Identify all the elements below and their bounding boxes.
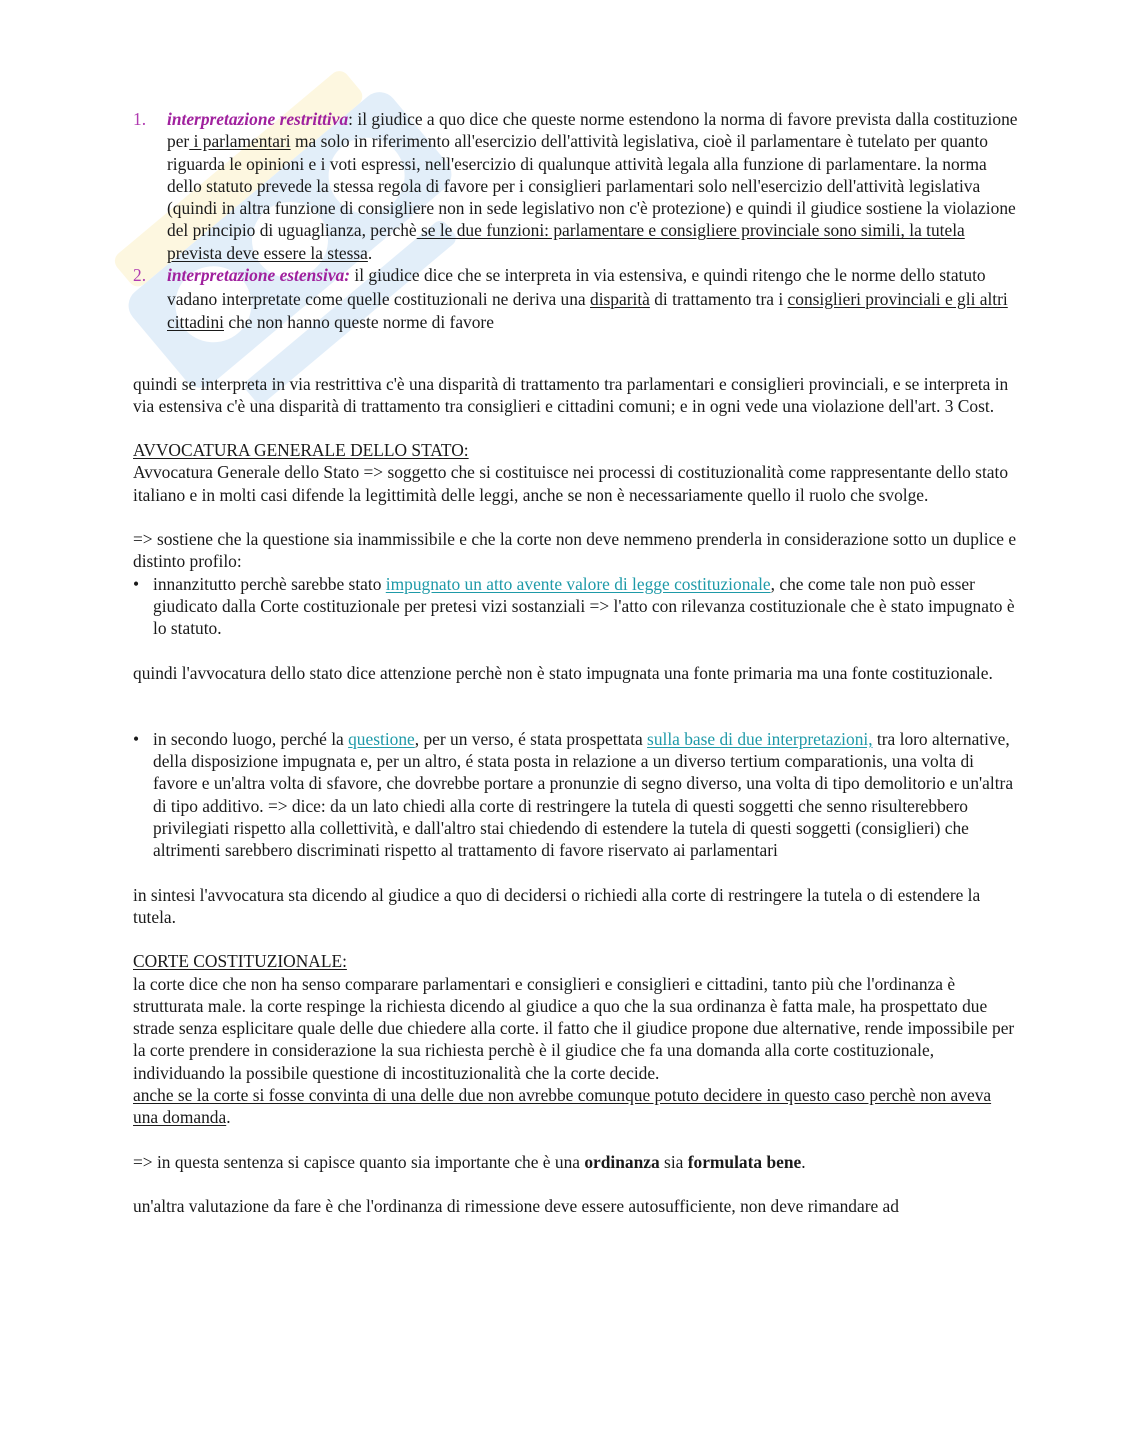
spacer bbox=[133, 335, 1019, 373]
paragraph-sostiene: => sostiene che la questione sia inammissibile e che la corte non deve nemmeno prenderla in considerazione sotto un duplice e distinto profilo: bbox=[133, 529, 1017, 572]
link-due-interpretazioni[interactable]: sulla base di due interpretazioni, bbox=[647, 728, 873, 749]
term-estensiva: interpretazione estensiva: bbox=[167, 265, 351, 286]
underlined-phrase: disparità bbox=[590, 288, 650, 309]
heading-avvocatura: AVVOCATURA GENERALE DELLO STATO: bbox=[133, 440, 469, 461]
link-atto-costituzionale[interactable]: impugnato un atto avente valore di legge costituzionale bbox=[385, 573, 771, 594]
sentence-end: . bbox=[226, 1107, 231, 1128]
spacer bbox=[133, 417, 1019, 439]
spacer bbox=[133, 862, 1019, 884]
term-separator: : bbox=[348, 109, 354, 129]
spacer bbox=[133, 928, 1019, 950]
bold-ordinanza: ordinanza bbox=[584, 1151, 660, 1172]
spacer bbox=[133, 640, 1019, 662]
interpretations-list bbox=[133, 108, 1019, 335]
item-text: il giudice dice che se interpreta in via estensiva, e quindi ritengo che le norme dello statuto vadano interpretate come quelle costituzionali ne deriva una bbox=[167, 265, 986, 309]
bullet-text: , per un verso, é stata prospettata bbox=[414, 728, 648, 749]
bold-formulata-bene: formulata bene bbox=[687, 1151, 802, 1172]
bullet-item-innanzitutto bbox=[133, 573, 1019, 640]
underlined-sentence: anche se la corte si fosse convinta di una delle due non avrebbe comunque potuto decidere in questo caso perchè non aveva una domanda bbox=[133, 1085, 992, 1128]
paragraph-avvocatura-quindi: quindi l'avvocatura dello stato dice attenzione perchè non è stato impugnata una fonte primaria ma una fonte costituzionale. bbox=[133, 662, 993, 683]
bullet-text: , che come tale non può esser giudicato dalla Corte costituzionale per pretesi vizi sostanziali => l'atto con rilevanza costituzionale che è stato impugnato è lo statuto. bbox=[153, 573, 1015, 639]
paragraph-avvocatura-intro: Avvocatura Generale dello Stato => soggetto che si costituisce nei processi di costituzionalità come rappresentante dello stato italiano e in molti casi difende la legittimità delle leggi, anche se non è necessariamente quello il ruolo che svolge. bbox=[133, 462, 1009, 505]
spacer bbox=[133, 1173, 1019, 1195]
bullet-icon: • bbox=[133, 728, 140, 749]
bullet-icon: • bbox=[133, 573, 140, 594]
underlined-phrase: se le due funzioni: parlamentare e consigliere provinciale sono simili, la tutela prevista deve essere la stessa bbox=[167, 220, 965, 263]
paragraph-conclusione bbox=[133, 1151, 1019, 1173]
item-text: di trattamento tra i bbox=[649, 288, 788, 309]
list-number: 1. bbox=[133, 109, 147, 129]
item-text: il giudice a quo dice che queste norme estendono la norma di favore prevista dalla costituzione per bbox=[167, 109, 1018, 152]
bullet-text: innanzitutto perchè sarebbe stato bbox=[153, 573, 386, 594]
item-text: che non hanno queste norme di favore bbox=[224, 312, 494, 333]
document-page bbox=[133, 108, 1019, 1217]
underlined-phrase: i parlamentari bbox=[189, 131, 291, 152]
paragraph-corte-underlined bbox=[133, 1084, 1019, 1129]
item-text: ma solo in riferimento all'esercizio dell'attività legislativa, cioè il parlamentare è tutelato per quanto riguarda le opinioni e i voti espressi, nell'esercizio di qualunque attività legala alla funzione di parlamentare. la norma dello statuto prevede la stessa regola di favore per i consiglieri parlamentari solo nell'esercizio dell'attività legislativa (quindi in altra funzione di consigliere non in sede legislativo non c'è protezione) e quindi il giudice sostiene la violazione del principio di uguaglianza, perchè bbox=[167, 131, 1016, 241]
link-questione[interactable]: questione bbox=[348, 728, 415, 749]
conclusione-text: sia bbox=[659, 1151, 688, 1172]
bullet-text: tra loro alternative, della disposizione impugnata e, per un altro, é stata posta in relazione a un diverso tertium comparationis, una volta di favore e un'altra volta di sfavore, che dovrebbe portare a pronunzie di segno diverso, una volta di tipo demolitorio e un'altra di tipo additivo. => dice: da un lato chiedi alla corte di restringere la tutela di questi soggetti che senno risulterebbero privilegiati rispetto alla collettività, e dall'altro stai chiedendo di estendere la tutela di questi soggetti (consiglieri) che altrimenti sarebbero discriminati rispetto al trattamento di favore riservato ai parlamentari bbox=[153, 728, 1014, 861]
bullet-item-secondo-luogo bbox=[133, 728, 1019, 862]
bullet-list-1 bbox=[133, 573, 1019, 640]
conclusione-text: . bbox=[801, 1151, 806, 1172]
paragraph-corte: la corte dice che non ha senso comparare parlamentari e consiglieri e consiglieri e cittadini, tanto più che l'ordinanza è strutturata male. la corte respinge la richiesta dicendo al giudice a quo che la sua ordinanza è fatta male, ha prospettato due strade senza esplicitare quale delle due chiedere alla corte. il fatto che il giudice propone due alternative, rende impossibile per la corte prendere in considerazione la sua richiesta perchè è il giudice che fa una domanda alla corte costituzionale, individuando la possibile questione di incostituzionalità che la corte decide. bbox=[133, 973, 1015, 1083]
bullet-text: in secondo luogo, perché la bbox=[153, 728, 349, 749]
list-number: 2. bbox=[133, 265, 147, 286]
heading-corte: CORTE COSTITUZIONALE: bbox=[133, 951, 347, 972]
term-restrittiva: interpretazione restrittiva bbox=[167, 109, 349, 129]
paragraph-quindi: quindi se interpreta in via restrittiva c'è una disparità di trattamento tra parlamentari e consiglieri provinciali, e se interpreta in via estensiva c'è una disparità di trattamento tra consiglieri e cittadini comuni; e in ogni vede una violazione dell'art. 3 Cost. bbox=[133, 373, 1009, 416]
bullet-list-2 bbox=[133, 728, 1019, 862]
conclusione-text: => in questa sentenza si capisce quanto sia importante che è una bbox=[133, 1151, 585, 1172]
item-text: . bbox=[367, 242, 373, 263]
spacer bbox=[133, 506, 1019, 528]
interpretation-item-estensiva bbox=[133, 264, 1019, 335]
interpretation-item-restrittiva bbox=[133, 108, 1019, 264]
underlined-phrase: consiglieri provinciali e gli altri cittadini bbox=[167, 288, 1008, 333]
paragraph-sintesi: in sintesi l'avvocatura sta dicendo al giudice a quo di decidersi o richiedi alla corte di restringere la tutela o di estendere la tutela. bbox=[133, 884, 981, 927]
paragraph-ultima: un'altra valutazione da fare è che l'ordinanza di rimessione deve essere autosufficiente, non deve rimandare ad bbox=[133, 1195, 899, 1216]
spacer bbox=[133, 684, 1019, 728]
spacer bbox=[133, 1129, 1019, 1151]
